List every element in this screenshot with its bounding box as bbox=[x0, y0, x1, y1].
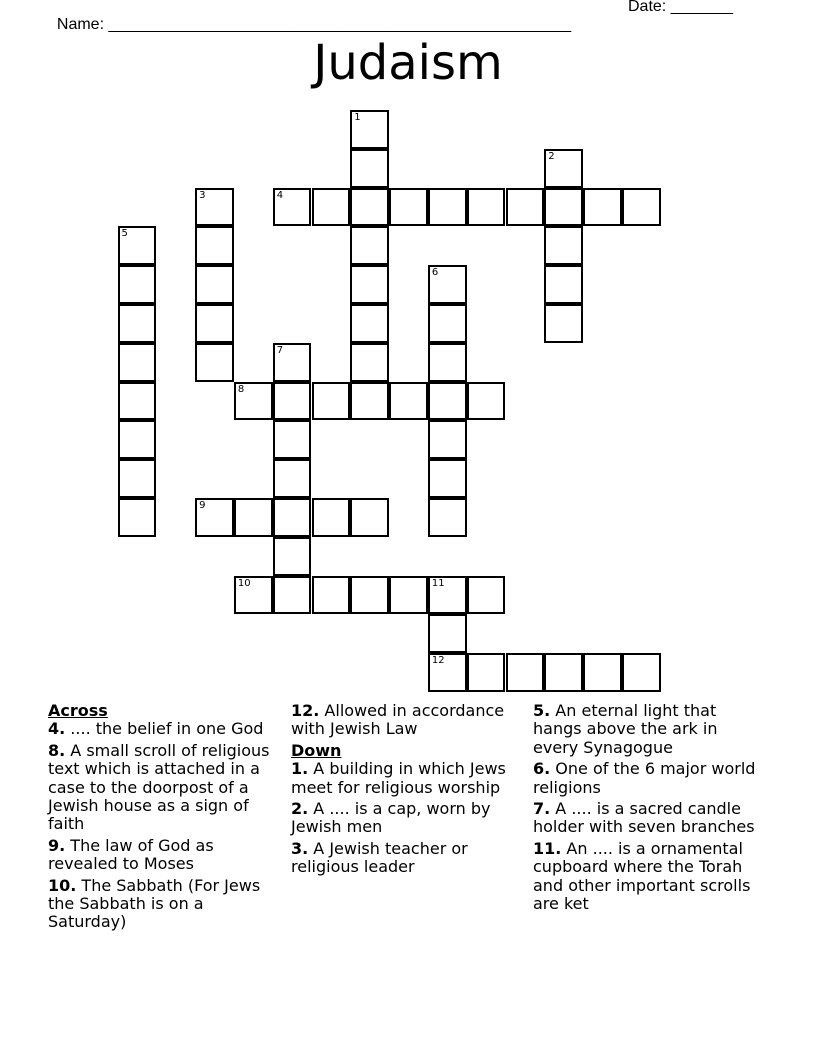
grid-cell[interactable] bbox=[312, 498, 351, 537]
grid-cell[interactable] bbox=[350, 149, 389, 188]
grid-cell[interactable] bbox=[428, 576, 467, 615]
grid-cell[interactable] bbox=[350, 188, 389, 227]
grid-cell[interactable] bbox=[389, 382, 428, 421]
grid-cell[interactable] bbox=[583, 188, 622, 227]
grid-cell[interactable] bbox=[195, 265, 234, 304]
clue-number: 2 bbox=[548, 150, 555, 162]
grid-cell[interactable] bbox=[467, 188, 506, 227]
grid-cell[interactable] bbox=[234, 382, 273, 421]
grid-cell[interactable] bbox=[195, 304, 234, 343]
grid-cell[interactable] bbox=[428, 304, 467, 343]
grid-cell[interactable] bbox=[544, 265, 583, 304]
grid-cell[interactable] bbox=[467, 576, 506, 615]
grid-cell[interactable] bbox=[389, 576, 428, 615]
grid-cell[interactable] bbox=[350, 265, 389, 304]
grid-cell[interactable] bbox=[350, 110, 389, 149]
grid-cell[interactable] bbox=[273, 343, 312, 382]
clue-across-9: 9. The law of God as revealed to Moses bbox=[48, 835, 214, 874]
grid-cell[interactable] bbox=[350, 576, 389, 615]
grid-cell[interactable] bbox=[428, 343, 467, 382]
grid-cell[interactable] bbox=[118, 226, 157, 265]
grid-cell[interactable] bbox=[544, 304, 583, 343]
grid-cell[interactable] bbox=[234, 498, 273, 537]
grid-cell[interactable] bbox=[428, 420, 467, 459]
grid-cell[interactable] bbox=[273, 382, 312, 421]
grid-cell[interactable] bbox=[428, 653, 467, 692]
clue-across-4: 4. .... the belief in one God bbox=[48, 719, 264, 739]
clue-column-2 bbox=[291, 702, 523, 880]
name-field-label[interactable]: Name: ____________________________________________________ bbox=[56, 16, 572, 33]
grid-cell[interactable] bbox=[467, 382, 506, 421]
grid-cell[interactable] bbox=[350, 226, 389, 265]
grid-cell[interactable] bbox=[428, 614, 467, 653]
grid-cell[interactable] bbox=[350, 304, 389, 343]
clue-across-10: 10. The Sabbath (For Jews the Sabbath is on a Saturday) bbox=[48, 875, 261, 932]
grid-cell[interactable] bbox=[273, 498, 312, 537]
clue-column-1 bbox=[48, 702, 280, 935]
grid-cell[interactable] bbox=[428, 265, 467, 304]
grid-cell[interactable] bbox=[273, 537, 312, 576]
down-heading: Down bbox=[291, 740, 342, 760]
grid-cell[interactable] bbox=[350, 498, 389, 537]
clue-down-6: 6. One of the 6 major world religions bbox=[533, 759, 756, 797]
grid-cell[interactable] bbox=[467, 653, 506, 692]
grid-cell[interactable] bbox=[118, 304, 157, 343]
grid-cell[interactable] bbox=[118, 343, 157, 382]
grid-cell[interactable] bbox=[312, 188, 351, 227]
grid-cell[interactable] bbox=[195, 343, 234, 382]
grid-cell[interactable] bbox=[273, 576, 312, 615]
grid-cell[interactable] bbox=[195, 188, 234, 227]
grid-cell[interactable] bbox=[544, 653, 583, 692]
clue-column-3 bbox=[533, 702, 765, 916]
clue-across-8: 8. A small scroll of religious text which is attached in a case to the doorpost of a Jewish house as a sign of faith bbox=[48, 740, 270, 834]
grid-cell[interactable] bbox=[428, 498, 467, 537]
grid-cell[interactable] bbox=[428, 459, 467, 498]
grid-cell[interactable] bbox=[506, 653, 545, 692]
clue-down-1: 1. A building in which Jews meet for religious worship bbox=[291, 759, 506, 797]
grid-cell[interactable] bbox=[195, 498, 234, 537]
grid-cell[interactable] bbox=[118, 498, 157, 537]
grid-cell[interactable] bbox=[350, 343, 389, 382]
grid-cell[interactable] bbox=[350, 382, 389, 421]
clue-down-3: 3. A Jewish teacher or religious leader bbox=[291, 838, 468, 877]
clue-number: 12 bbox=[431, 655, 445, 667]
clue-number: 9 bbox=[199, 500, 206, 511]
clue-number: 8 bbox=[237, 383, 245, 395]
clue-number: 3 bbox=[199, 189, 206, 201]
grid-cell[interactable] bbox=[234, 576, 273, 615]
grid-cell[interactable] bbox=[118, 382, 157, 421]
grid-cell[interactable] bbox=[544, 149, 583, 188]
grid-cell[interactable] bbox=[118, 459, 157, 498]
clue-number: 6 bbox=[431, 267, 439, 279]
grid-cell[interactable] bbox=[312, 576, 351, 615]
clue-down-11: 11. An .... is a ornamental cupboard where the Torah and other important scrolls are ket bbox=[533, 838, 751, 914]
grid-cell[interactable] bbox=[428, 382, 467, 421]
clue-down-7: 7. A .... is a sacred candle holder with seven branches bbox=[533, 799, 755, 837]
grid-cell[interactable] bbox=[544, 226, 583, 265]
clue-down-2: 2. A .... is a cap, worn by Jewish men bbox=[291, 799, 491, 837]
grid-cell[interactable] bbox=[273, 420, 312, 459]
clue-number: 5 bbox=[121, 228, 128, 240]
grid-cell[interactable] bbox=[312, 382, 351, 421]
grid-cell[interactable] bbox=[544, 188, 583, 227]
clue-number: 7 bbox=[276, 344, 284, 356]
date-field-label[interactable]: Date: _______ bbox=[628, 0, 733, 15]
clue-down-5: 5. An eternal light that hangs above the ark in every Synagogue bbox=[533, 701, 718, 757]
grid-cell[interactable] bbox=[506, 188, 545, 227]
grid-cell[interactable] bbox=[273, 188, 312, 227]
clue-number: 1 bbox=[354, 112, 361, 123]
grid-cell[interactable] bbox=[118, 265, 157, 304]
clue-number: 10 bbox=[237, 577, 251, 589]
grid-cell[interactable] bbox=[195, 226, 234, 265]
clue-number: 4 bbox=[276, 189, 284, 201]
across-heading: Across bbox=[48, 701, 108, 720]
grid-cell[interactable] bbox=[622, 653, 661, 692]
grid-cell[interactable] bbox=[118, 420, 157, 459]
clue-across-12: 12. Allowed in accordance with Jewish Law bbox=[291, 701, 505, 739]
grid-cell[interactable] bbox=[583, 653, 622, 692]
clue-number: 11 bbox=[431, 577, 445, 589]
grid-cell[interactable] bbox=[622, 188, 661, 227]
puzzle-title: Judaism bbox=[313, 35, 503, 91]
grid-cell[interactable] bbox=[273, 459, 312, 498]
grid-cell[interactable] bbox=[389, 188, 428, 227]
grid-cell[interactable] bbox=[428, 188, 467, 227]
